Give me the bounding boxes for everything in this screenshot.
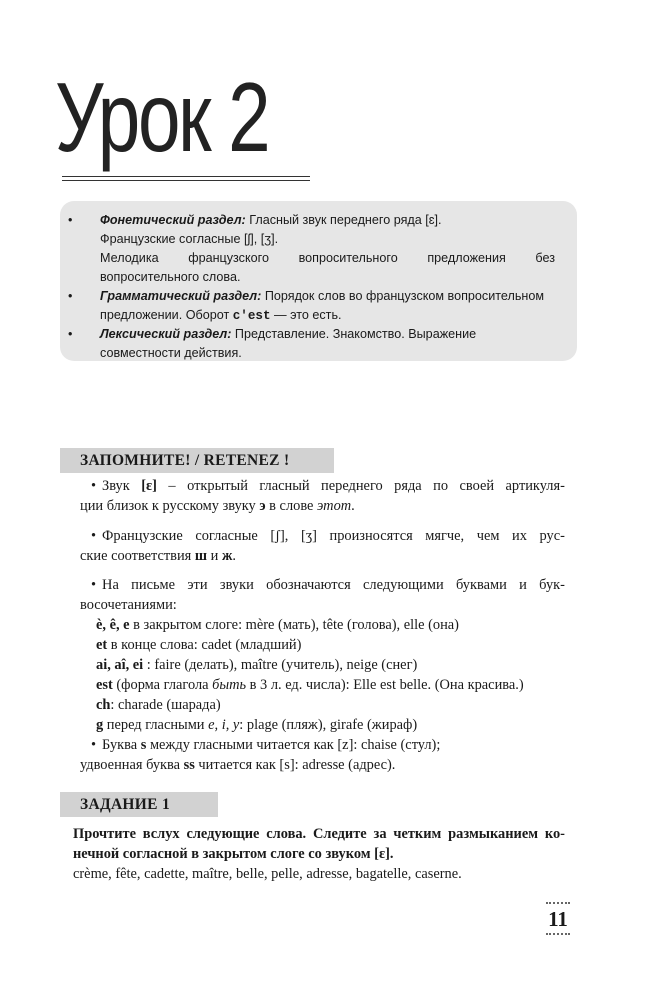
lexical-lead: Лексический раздел: xyxy=(100,327,232,341)
summary-item-lexical xyxy=(68,325,555,363)
retenez-heading: ЗАПОМНИТЕ! / RETENEZ ! xyxy=(60,448,334,473)
lexical-line1: Представление. Знакомство. Выражение xyxy=(231,327,477,341)
bullet-icon: • xyxy=(91,478,97,494)
task1-word-list: crème, fête, cadette, maître, belle, pelle, adresse, bagatelle, caserne. xyxy=(73,866,462,882)
grammar-lead: Грамматический раздел: xyxy=(100,289,262,303)
cest-code: c'est xyxy=(232,309,271,323)
list-item: ch: charade (шарада) xyxy=(96,697,221,713)
title-underline xyxy=(62,176,310,177)
bullet-icon: • xyxy=(91,577,97,593)
task1-instruction: Прочтите вслух следующие слова. Следите за четким размыканием ко- xyxy=(73,826,565,842)
list-item: g перед гласными e, i, y: plage (пляж), girafe (жираф) xyxy=(96,717,418,733)
phonetic-line3: Мелодика французского вопросительного предложения без xyxy=(100,251,555,265)
list-item: è, ê, e в закрытом слоге: mère (мать), tête (голова), elle (она) xyxy=(96,617,459,633)
bullet-icon: • xyxy=(91,528,97,544)
task1-body: Прочтите вслух следующие слова. Следите за четким размыканием ко- нечной согласной в закрытом слоге со звуком [ɛ]. crème, fête, cadette, maître, belle, pelle, adresse, bagatelle, caserne. xyxy=(73,826,565,882)
letter-combinations-list xyxy=(80,615,565,735)
retenez-paragraph-4: • Буква s между гласными читается как [z]: chaise (стул); удвоенная буква ss читается как [s]: adresse (адрес). xyxy=(80,737,441,773)
grammar-line1: Порядок слов во французском вопросительном xyxy=(261,289,545,303)
page-number: 11 xyxy=(548,907,568,931)
task1-heading: ЗАДАНИЕ 1 xyxy=(60,792,218,817)
bullet-icon: • xyxy=(68,327,73,341)
retenez-paragraph-2: • Французские согласные [ʃ], [ʒ] произносятся мягче, чем их рус- ские соответствия ш и ж. xyxy=(80,528,565,564)
phonetic-line1: Гласный звук переднего ряда [ɛ]. xyxy=(245,213,442,227)
phonetic-lead: Фонетический раздел: xyxy=(100,213,246,227)
retenez-paragraph-3: • На письме эти звуки обозначаются следующими буквами и бук- восочетаниями: è, ê, e в закрытом слоге: mère (мать), tête (голова), elle (она) et в конце слова: cadet (младший) ai, aî, ei : faire (делать), maître (учитель), neige (снег) est (форма глагола быть в 3 л. ед. числа): Elle est belle. (Она красива.) ch: charade (шарада) g перед гласными e, i, y: plage (пляж), girafe (жираф) xyxy=(80,577,565,733)
bullet-icon: • xyxy=(68,213,73,227)
phonetic-line4: вопросительного слова. xyxy=(100,270,241,284)
list-item: et в конце слова: cadet (младший) xyxy=(96,637,302,653)
list-item: est (форма глагола быть в 3 л. ед. числа): Elle est belle. (Она красива.) xyxy=(96,677,524,693)
lesson-title: Урок 2 xyxy=(55,62,269,172)
lesson-summary-box xyxy=(60,201,577,361)
page-number-dots-top xyxy=(546,902,570,906)
bullet-icon: • xyxy=(91,737,97,753)
list-item: ai, aî, ei : faire (делать), maître (учитель), neige (снег) xyxy=(96,657,418,673)
lexical-line2: совместности действия. xyxy=(100,346,242,360)
summary-item-phonetic xyxy=(68,211,555,287)
summary-item-grammar: • Грамматический раздел: Порядок слов во французском вопросительном предложении. Оборот c'est — это есть. xyxy=(68,289,545,323)
page-number-dots-bottom xyxy=(546,933,570,937)
retenez-paragraph-1: • Звук [ɛ] – открытый гласный переднего ряда по своей артикуля- ции близок к русскому звуку э в слове этот. xyxy=(80,478,565,514)
bullet-icon: • xyxy=(68,289,73,303)
title-underline-2 xyxy=(62,180,310,181)
phonetic-line2: Французские согласные [ʃ], [ʒ]. xyxy=(100,232,279,246)
